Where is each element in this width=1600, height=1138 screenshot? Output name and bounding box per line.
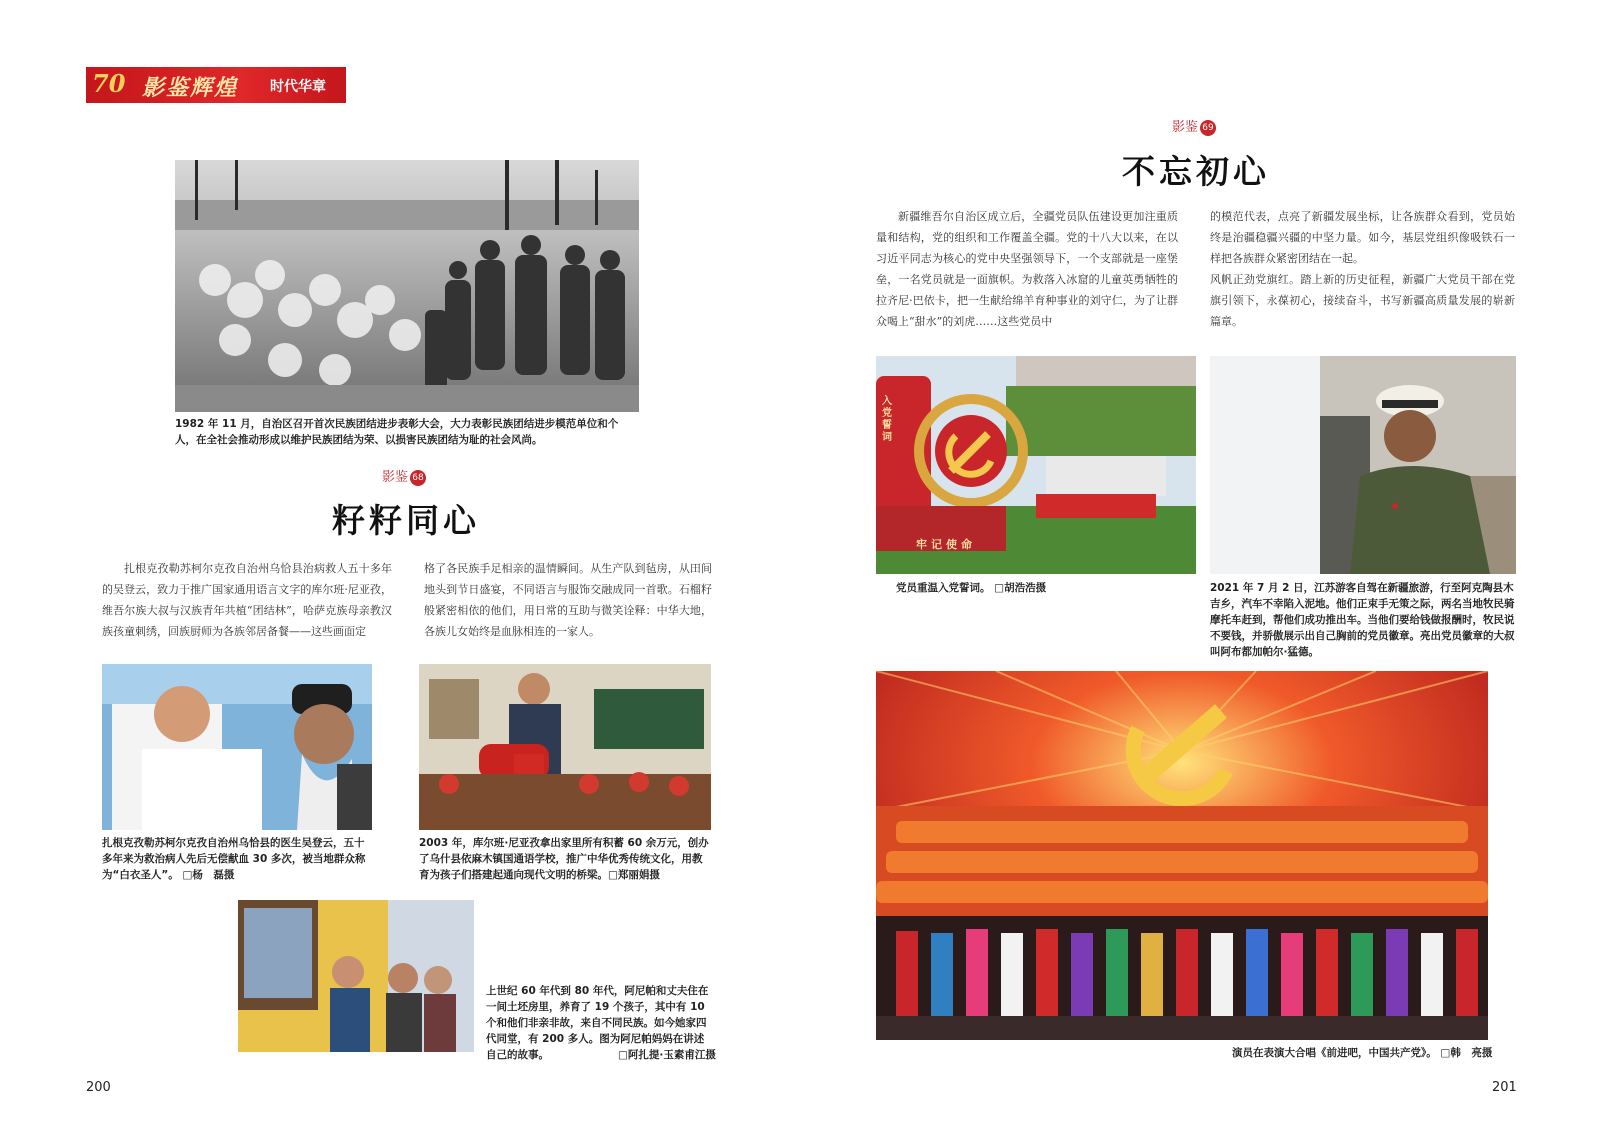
header-banner: [86, 67, 346, 103]
series-number-badge: 69: [1200, 120, 1216, 136]
aspiration-body-column-2: 的模范代表，点亮了新疆发展坐标，让各族群众看到，党员始终是治疆稳疆兴疆的中坚力量。如今，基层党组织像吸铁石一样把各族群众紧密团结在一起。 风帆正劲党旗红。踏上新的历史征程，新疆广大党员干部在党旗引领下，永葆初心，接续奋斗，书写新疆高质量发展的崭新篇章。: [1210, 210, 1515, 328]
herder-photo: [1210, 356, 1516, 574]
unity-conference-caption: 1982 年 11 月，自治区召开首次民族团结进步表彰大会，大力表彰民族团结进步模范单位和个人，在全社会推动形成以维护民族团结为荣、以损害民族团结为耻的社会风尚。: [175, 418, 619, 446]
mother-photo-credit: □阿扎提·玉素甫江摄: [618, 1049, 716, 1061]
teacher-caption: 2003 年，库尔班·尼亚孜拿出家里所有积蓄 60 余万元，创办了乌什县依麻木镇国通语学校，推广中华优秀传统文化，用教育为孩子们搭建起通向现代文明的桥梁。□郑丽娟摄: [419, 837, 709, 881]
banner-subtitle: 时代华章: [270, 79, 326, 95]
mother-caption: 上世纪 60 年代到 80 年代，阿尼帕和丈夫住在一间土坯房里，养育了 19 个孩子，其中有 10 个和他们非亲非故，来自不同民族。如今她家四代同堂，有 200 多人。图为阿尼帕妈妈在讲述自己的故事。: [486, 985, 709, 1061]
teacher-photo: [419, 664, 711, 830]
series-label-text: 影鉴: [1172, 120, 1199, 135]
party-oath-caption: 党员重温入党誓词。 □胡浩浩摄: [896, 582, 1047, 594]
herder-caption: 2021 年 7 月 2 日，江苏游客自驾在新疆旅游，行至阿克陶县木吉乡，汽车不幸陷入泥地。他们正束手无策之际，两名当地牧民骑摩托车赶到，帮他们成功推出车。当他们要给钱做报酬时，牧民说不要钱，并骄傲展示出自己胸前的党员徽章。亮出党员徽章的大叔叫阿布都加帕尔·猛德。: [1210, 582, 1515, 658]
unity-body-column-1: 扎根克孜勒苏柯尔克孜自治州乌恰县治病救人五十多年的吴登云，致力于推广国家通用语言文字的库尔班·尼亚孜，维吾尔族大叔与汉族青年共植“团结林”，哈萨克族母亲教汉族孩童刺绣，回族厨师为各族邻居备餐——这些画面定: [102, 562, 392, 638]
doctor-caption: 扎根克孜勒苏柯尔克孜自治州乌恰县的医生吴登云，五十多年来为救治病人先后无偿献血 30 多次，被当地群众称为“白衣圣人”。 □杨 磊摄: [102, 837, 366, 881]
oath-wall-slogan: 牢记使命: [916, 538, 976, 551]
party-oath-photo: [876, 356, 1196, 574]
chorus-caption: 演员在表演大合唱《前进吧，中国共产党》。 □韩 亮摄: [1232, 1047, 1493, 1059]
series-number-badge: 68: [410, 470, 426, 486]
page-number-right: 201: [1492, 1080, 1517, 1095]
section-title-original-aspiration: 不忘初心: [1122, 152, 1270, 191]
series-label-text: 影鉴: [382, 470, 409, 485]
series-label-69: [1172, 116, 1216, 136]
doctor-photo: [102, 664, 372, 830]
unity-body-column-2: 格了各民族手足相亲的温情瞬间。从生产队到毡房，从田间地头到节日盛宴，不同语言与服饰交融成同一首歌。石榴籽般紧密相依的他们，用日常的互助与微笑诠释：中华大地，各族儿女始终是血脉相连的一家人。: [424, 562, 712, 638]
mother-photo: [238, 900, 474, 1052]
chorus-stage-photo: [876, 671, 1488, 1040]
page-number-left: 200: [86, 1080, 111, 1095]
unity-conference-photo: [175, 160, 639, 412]
section-title-unity: 籽籽同心: [332, 501, 480, 540]
series-label-68: [382, 466, 426, 486]
oath-sign-title: 入党誓词: [882, 396, 892, 443]
aspiration-body-column-1: 新疆维吾尔自治区成立后，全疆党员队伍建设更加注重质量和结构，党的组织和工作覆盖全疆。党的十八大以来，在以习近平同志为核心的党中央坚强领导下，一个支部就是一座堡垒，一名党员就是一面旗帜。为救落入冰窟的儿童英勇牺牲的拉齐尼·巴依卡，把一生献给绵羊育种事业的刘守仁，为了让群众喝上“甜水”的刘虎……这些党员中: [876, 210, 1178, 328]
banner-title: 影鉴辉煌: [142, 75, 239, 101]
anniversary-badge: 70: [92, 69, 126, 98]
